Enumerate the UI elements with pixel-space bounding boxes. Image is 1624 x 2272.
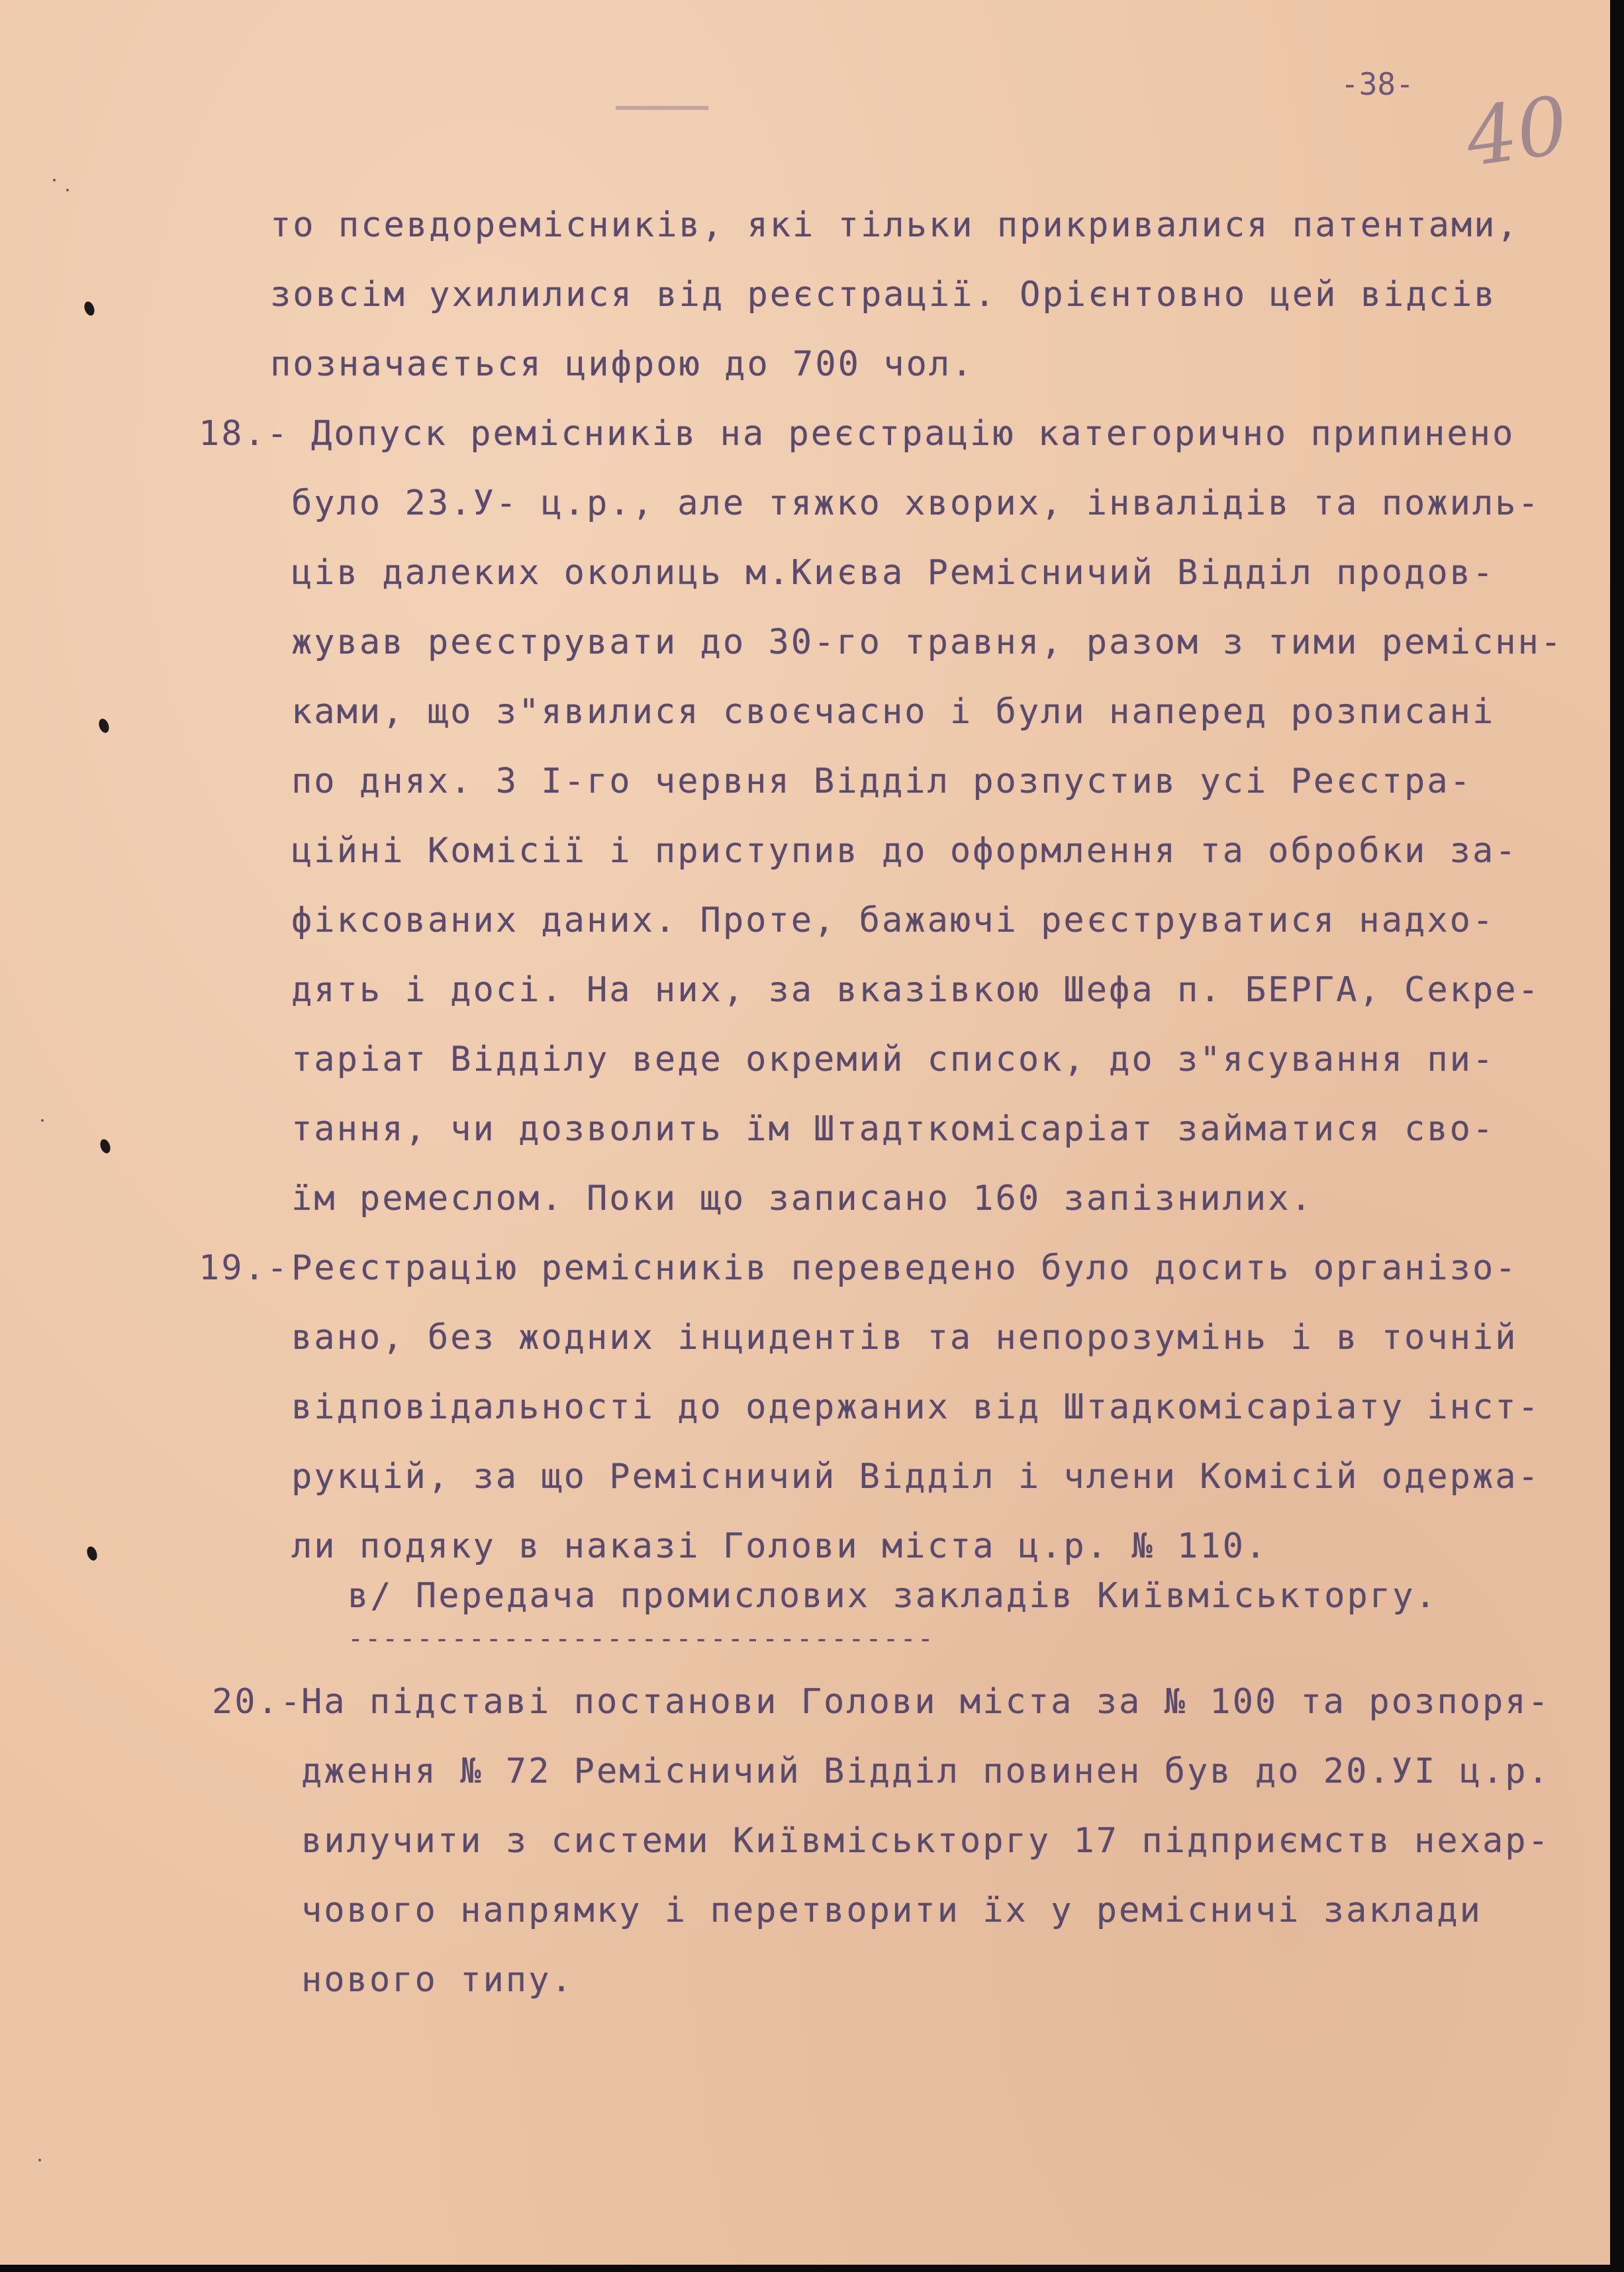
text-line: було 23.У- ц.р., але тяжко хворих, інвалідів та пожиль-: [291, 483, 1541, 523]
text-line: їм ремеслом. Поки що записано 160 запізнилих.: [291, 1179, 1314, 1218]
paper-speck: [66, 189, 69, 191]
section-heading: в/ Передача промислових закладів Київміськторгу.: [348, 1576, 1438, 1616]
paper-speck: [41, 1119, 44, 1122]
heading-underline: ----------------------------------: [348, 1624, 935, 1654]
text-line: жував реєструвати до 30-го травня, разом з тими реміснн-: [291, 622, 1564, 662]
text-line: Реєстрацію ремісників переведено було досить організо-: [291, 1248, 1518, 1288]
text-line: вилучити з системи Київміськторгу 17 підприємств нехар-: [301, 1821, 1551, 1861]
text-line: вано, без жодних інцидентів та непорозумінь і в точній: [291, 1318, 1518, 1358]
item-number-19: 19.-: [199, 1248, 290, 1288]
item-number-18: 18.-: [199, 414, 290, 454]
paper-speck: [53, 179, 56, 181]
text-line: фіксованих даних. Проте, бажаючі реєструватися надхо-: [291, 901, 1496, 940]
item-number-20: 20.-: [212, 1682, 303, 1722]
text-line: по днях. З І-го червня Відділ розпустив усі Реєстра-: [291, 762, 1472, 801]
paper-speck: [38, 2159, 41, 2161]
text-line: зовсім ухилилися від реєстрації. Орієнтовно цей відсів: [270, 275, 1497, 315]
text-line: тання, чи дозволить їм Штадткомісаріат займатися сво-: [291, 1109, 1496, 1149]
binding-hole: [83, 300, 97, 317]
text-line: то псевдоремісників, які тільки прикривалися патентами,: [270, 205, 1519, 245]
text-line: рукцій, за що Ремісничий Відділ і члени Комісій одержа-: [291, 1457, 1541, 1497]
text-line: відповідальності до одержаних від Штадкомісаріату інст-: [291, 1387, 1541, 1427]
binding-hole: [97, 717, 111, 734]
binding-hole: [99, 1138, 113, 1154]
text-line: таріат Відділу веде окремий список, до з"ясування пи-: [291, 1040, 1496, 1079]
faint-dash-mark: [616, 106, 708, 110]
text-line: позначається цифрою до 700 чол.: [270, 344, 975, 384]
text-line: Допуск ремісників на реєстрацію категорично припинено: [311, 414, 1515, 454]
text-line: чового напрямку і перетворити їх у ремісничі заклади: [301, 1891, 1482, 1930]
text-line: ців далеких околиць м.Києва Ремісничий Відділ продов-: [291, 553, 1496, 593]
page-number: -38-: [1341, 66, 1414, 102]
binding-hole: [85, 1545, 99, 1561]
text-line: дження № 72 Ремісничий Відділ повинен був до 20.УІ ц.р.: [301, 1752, 1551, 1791]
text-line: ками, що з"явилися своєчасно і були наперед розписані: [291, 692, 1496, 732]
text-line: дять і досі. На них, за вказівкою Шефа п. БЕРГА, Секре-: [291, 970, 1541, 1010]
text-line: ли подяку в наказі Голови міста ц.р. № 110.: [291, 1526, 1268, 1566]
archive-number-handwritten: 40: [1460, 79, 1574, 185]
text-line: ційні Комісії і приступив до оформлення та обробки за-: [291, 831, 1518, 871]
text-line: На підставі постанови Голови міста за № 100 та розпоря-: [301, 1682, 1551, 1722]
text-line: нового типу.: [301, 1960, 574, 2000]
